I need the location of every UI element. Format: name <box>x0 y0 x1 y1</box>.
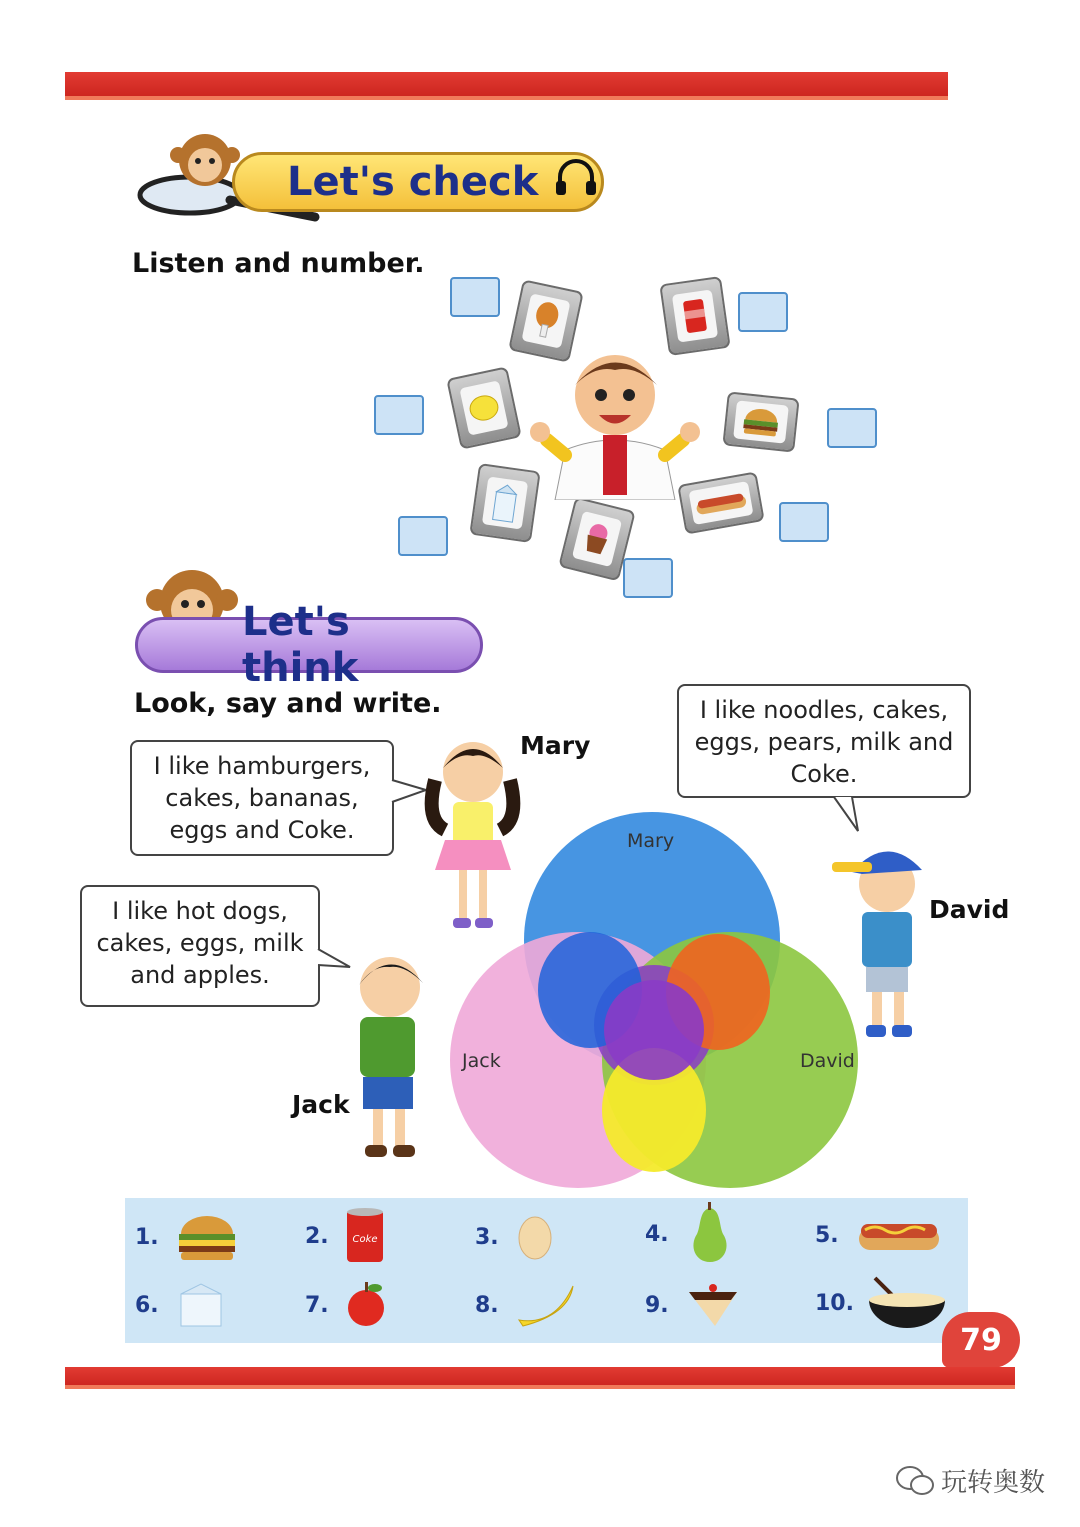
food-item-5-number: 5. <box>815 1222 839 1248</box>
lemon-card <box>446 366 522 449</box>
david-speech-bubble <box>677 684 971 798</box>
lets-check-title: Let's check <box>287 159 539 205</box>
food-item-4 <box>645 1202 735 1266</box>
wechat-icon <box>895 1464 935 1498</box>
david-speech-text: I like noodles, cakes, eggs, pears, milk and Coke. <box>694 696 954 788</box>
milk-carton-icon <box>175 1280 227 1330</box>
food-item-7-number: 7. <box>305 1292 329 1318</box>
top-border-band <box>65 72 948 100</box>
answer-box-2[interactable] <box>738 292 788 332</box>
food-item-1-number: 1. <box>135 1224 159 1250</box>
venn-label-david: David <box>800 1050 855 1072</box>
answer-box-4[interactable] <box>827 408 877 448</box>
answer-box-7[interactable] <box>623 558 673 598</box>
food-item-10-number: 10. <box>815 1290 854 1316</box>
answer-box-5[interactable] <box>398 516 448 556</box>
food-item-5 <box>815 1214 943 1256</box>
pear-icon <box>685 1202 735 1266</box>
noodles-icon <box>865 1274 949 1332</box>
look-instruction: Look, say and write. <box>134 688 442 719</box>
watermark-text: 玩转奥数 <box>941 1468 1046 1498</box>
food-item-3-number: 3. <box>475 1224 499 1250</box>
david-name-label: David <box>929 895 1010 924</box>
food-item-10 <box>815 1274 949 1332</box>
food-item-8-number: 8. <box>475 1292 499 1318</box>
mary-name-label: Mary <box>520 731 591 760</box>
venn-diagram <box>440 810 870 1190</box>
answer-box-3[interactable] <box>374 395 424 435</box>
lets-think-banner <box>135 599 483 691</box>
bottom-border-band <box>65 1367 1015 1389</box>
egg-icon <box>515 1212 555 1262</box>
jack-speech-text: I like hot dogs, cakes, eggs, milk and apples. <box>96 897 304 989</box>
food-item-1 <box>135 1212 239 1262</box>
cake-icon <box>685 1280 741 1330</box>
food-item-6 <box>135 1280 227 1330</box>
food-item-4-number: 4. <box>645 1221 669 1247</box>
venn-label-jack: Jack <box>462 1050 501 1072</box>
mary-speech-bubble <box>130 740 394 856</box>
boy-illustration <box>525 340 705 500</box>
coke-can-icon <box>345 1206 385 1266</box>
venn-label-mary: Mary <box>627 830 675 852</box>
answer-box-6[interactable] <box>779 502 829 542</box>
food-item-9-number: 9. <box>645 1292 669 1318</box>
hamburger-icon <box>175 1212 239 1262</box>
food-item-7 <box>305 1280 387 1330</box>
answer-box-1[interactable] <box>450 277 500 317</box>
page-number: 79 <box>960 1322 1002 1358</box>
jack-name-label: Jack <box>292 1090 350 1119</box>
banana-icon <box>515 1280 579 1330</box>
food-item-2 <box>305 1206 385 1266</box>
coke-can-label: Coke <box>352 1234 378 1245</box>
food-item-8 <box>475 1280 579 1330</box>
jack-speech-bubble <box>80 885 320 1007</box>
lets-think-title: Let's think <box>242 599 359 691</box>
watermark <box>895 1462 1045 1499</box>
jack-illustration <box>335 945 450 1170</box>
page-number-badge <box>942 1312 1020 1368</box>
listen-instruction: Listen and number. <box>132 248 425 279</box>
food-item-6-number: 6. <box>135 1292 159 1318</box>
hamburger-card <box>722 391 799 452</box>
lets-check-banner <box>232 152 604 212</box>
food-item-9 <box>645 1280 741 1330</box>
food-item-3 <box>475 1212 555 1262</box>
apple-icon <box>345 1280 387 1330</box>
food-item-2-number: 2. <box>305 1223 329 1249</box>
headphones-icon <box>554 157 598 207</box>
hot-dog-icon <box>855 1214 943 1256</box>
mary-speech-text: I like hamburgers, cakes, bananas, eggs and Coke. <box>153 752 371 844</box>
